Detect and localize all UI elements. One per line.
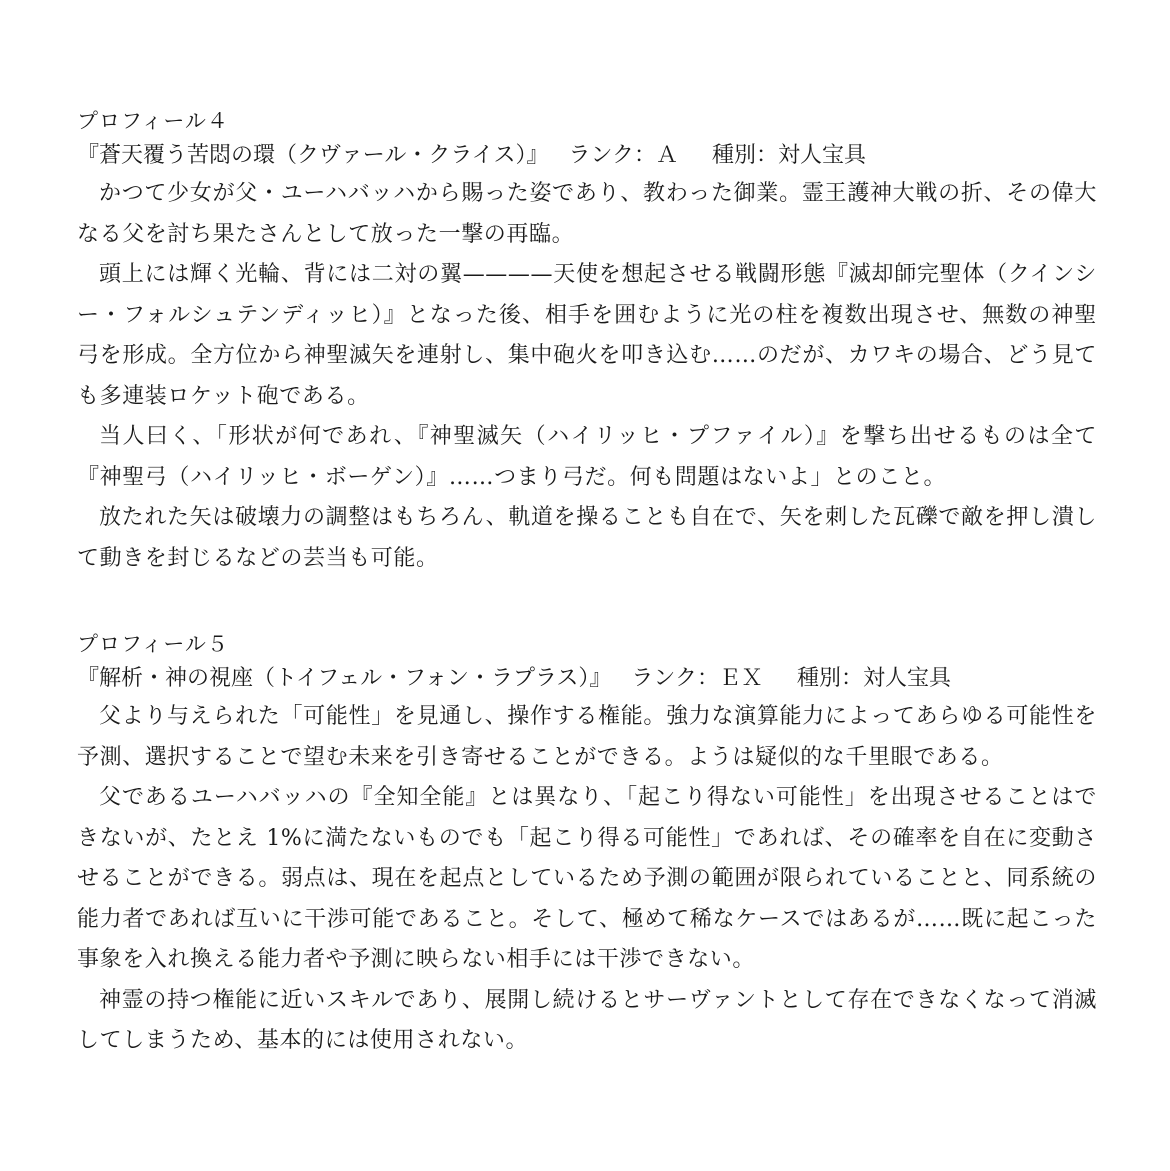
skill-type: 種別：対人宝具 bbox=[796, 666, 951, 691]
paragraph: 父より与えられた「可能性」を見通し、操作する権能。強力な演算能力によってあらゆる可能性を予測、選択することで望む未来を引き寄せることができる。ようは疑似的な千里眼である。 bbox=[77, 704, 1097, 770]
skill-rank: ランク：Ａ bbox=[568, 143, 679, 168]
document-page bbox=[77, 104, 1097, 1062]
skill-type: 種別：対人宝具 bbox=[712, 143, 867, 168]
paragraph: 頭上には輝く光輪、背には二対の翼————天使を想起させる戦闘形態『滅却師完聖体（クインシー・フォルシュテンディッヒ）』となった後、相手を囲むように光の柱を複数出現させ、無数の神聖弓を形成。全方位から神聖滅矢を連射し、集中砲火を叩き込む……のだが、カワキの場合、どう見ても多連装ロケット砲である。 bbox=[77, 262, 1097, 409]
profile-4-section bbox=[77, 104, 1097, 579]
paragraph: 父であるユーハバッハの『全知全能』とは異なり、「起こり得ない可能性」を出現させることはできないが、たとえ 1%に満たないものでも「起こり得る可能性」であれば、その確率を自在に変動させることができる。弱点は、現在を起点としているため予測の範囲が限られていることと、同系統の能力者であれば互いに干渉可能であること。そして、極めて稀なケースではあるが……既に起こった事象を入れ換える能力者や予測に映らない相手には干渉できない。 bbox=[77, 785, 1097, 972]
skill-rank: ランク：ＥＸ bbox=[631, 666, 763, 691]
paragraph: 当人曰く、「形状が何であれ、『神聖滅矢（ハイリッヒ・プファイル）』を撃ち出せるものは全て『神聖弓（ハイリッヒ・ボーゲン）』……つまり弓だ。何も問題はないよ」とのこと。 bbox=[77, 424, 1097, 490]
skill-name: 『蒼天覆う苦悶の環（クヴァール・クライス）』 bbox=[77, 143, 549, 168]
paragraph: かつて少女が父・ユーハバッハから賜った姿であり、教わった御業。霊王護神大戦の折、その偉大なる父を討ち果たさんとして放った一撃の再臨。 bbox=[77, 181, 1097, 247]
profile-5-section bbox=[77, 627, 1097, 1062]
paragraph: 神霊の持つ権能に近いスキルであり、展開し続けるとサーヴァントとして存在できなくなって消滅してしまうため、基本的には使用されない。 bbox=[77, 987, 1097, 1053]
paragraph: 放たれた矢は破壊力の調整はもちろん、軌道を操ることも自在で、矢を刺した瓦礫で敵を押し潰して動きを封じるなどの芸当も可能。 bbox=[77, 505, 1097, 571]
skill-name: 『解析・神の視座（トイフェル・フォン・ラプラス）』 bbox=[77, 666, 612, 691]
skill-line bbox=[77, 661, 1097, 697]
section-heading: プロフィール５ bbox=[77, 632, 229, 656]
skill-line bbox=[77, 138, 1097, 174]
section-heading: プロフィール４ bbox=[77, 109, 229, 133]
